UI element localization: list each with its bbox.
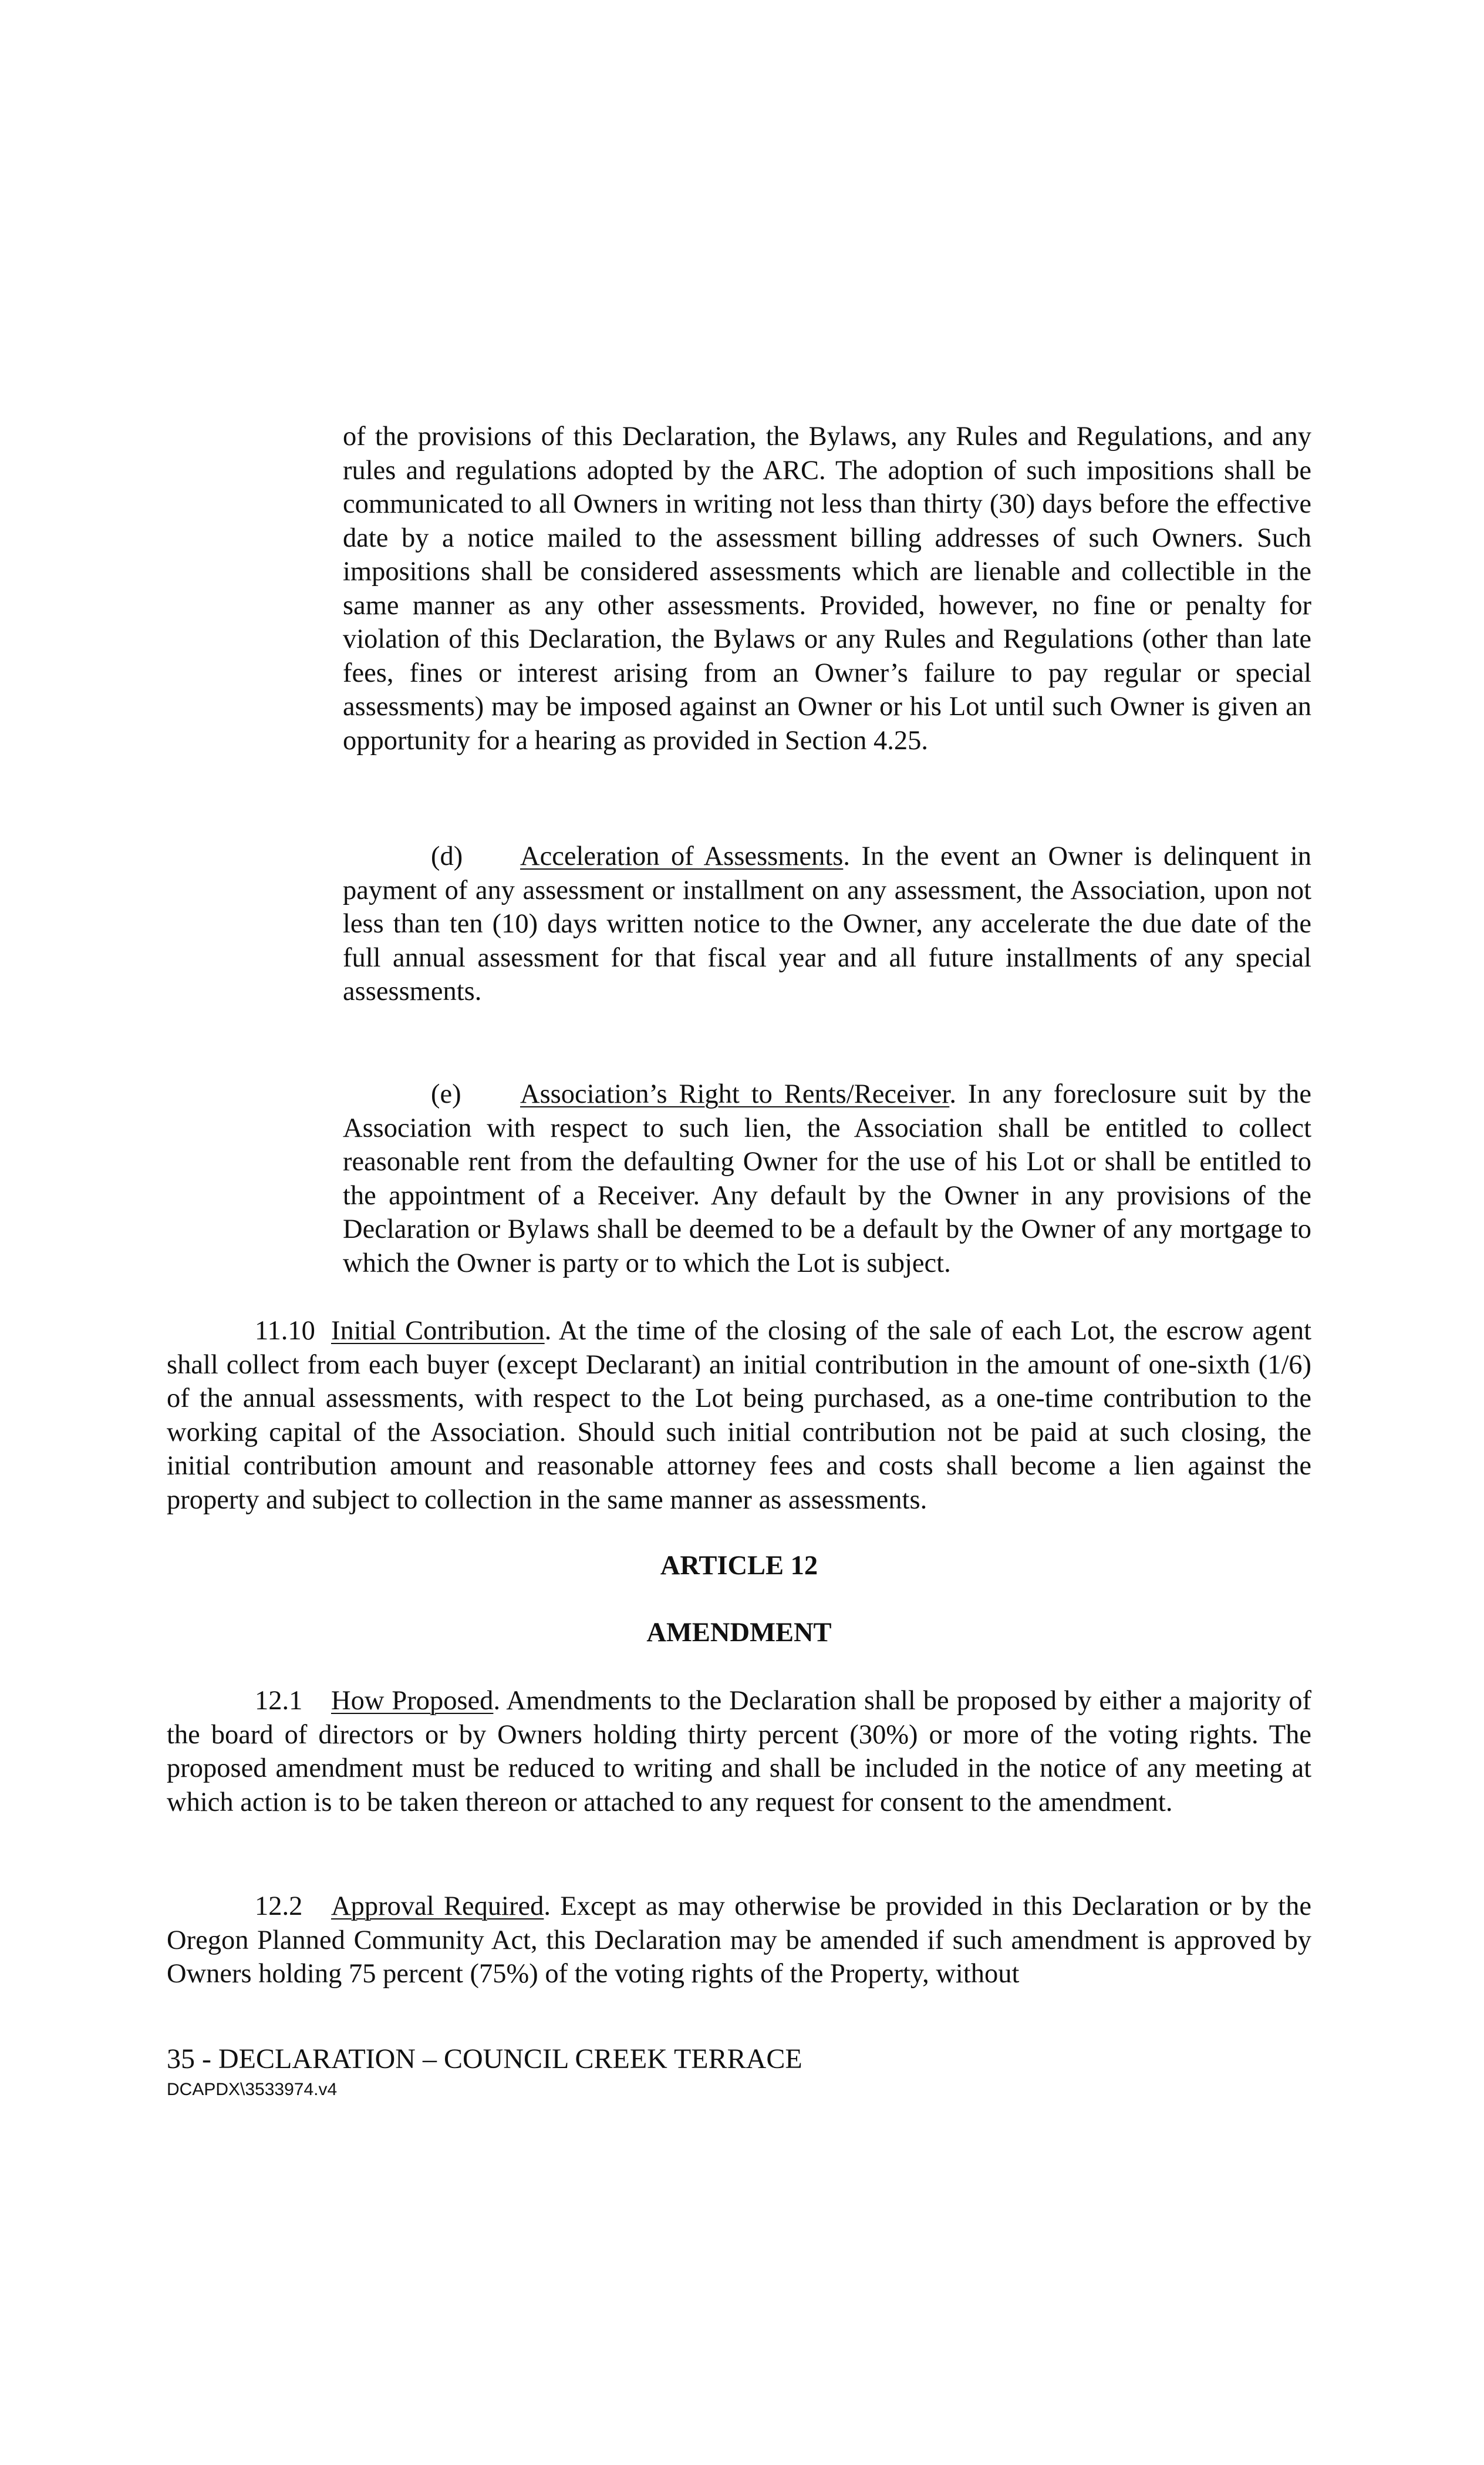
section-11-10-paragraph bbox=[167, 1314, 1311, 1517]
page-footer-title: 35 - DECLARATION – COUNCIL CREEK TERRACE bbox=[167, 2043, 802, 2075]
section-12-1-number: 12.1 bbox=[255, 1686, 303, 1716]
subsection-d-paragraph bbox=[343, 840, 1311, 1009]
section-12-1-title: How Proposed bbox=[331, 1686, 494, 1716]
continuation-paragraph bbox=[343, 420, 1311, 757]
subsection-d-title: Acceleration of Assessments bbox=[520, 841, 844, 871]
section-12-2-title: Approval Required bbox=[331, 1891, 544, 1921]
subsection-d-body: . In the event an Owner is delinquent in payment of any assessment or installment on any assessment, the Association, upon not less than ten (10) days written notice to the Owner, any accelerate the due date of the full annual assessment for that fiscal year and all future installments of any special assessments. bbox=[343, 841, 1311, 1006]
article-title-heading: AMENDMENT bbox=[646, 1618, 832, 1648]
section-12-2-paragraph bbox=[167, 1890, 1311, 1991]
subsection-e-title: Association’s Right to Rents/Receiver bbox=[520, 1079, 950, 1109]
subsection-d-number: (d) bbox=[431, 841, 463, 871]
subsection-e-paragraph bbox=[343, 1077, 1311, 1280]
section-11-10-body: . At the time of the closing of the sale of each Lot, the escrow agent shall collect from each buyer (except Declarant) an initial contribution in the amount of one-sixth (1/6) of the annual assessments, with respect to the Lot being purchased, as a one-time contribution to the working capital of the Association. Should such initial contribution not be paid at such closing, the initial contribution amount and reasonable attorney fees and costs shall become a lien against the property and subject to collection in the same manner as assessments. bbox=[167, 1316, 1311, 1515]
subsection-e-number: (e) bbox=[431, 1079, 461, 1109]
section-12-1-paragraph bbox=[167, 1684, 1311, 1819]
section-11-10-title: Initial Contribution bbox=[331, 1316, 545, 1346]
subsection-e-body: . In any foreclosure suit by the Association with respect to such lien, the Association shall be entitled to collect reasonable rent from the defaulting Owner for the use of his Lot or shall be entitled to the appointment of a Receiver. Any default by the Owner in any provisions of the Declaration or Bylaws shall be deemed to be a default by the Owner of any mortgage to which the Owner is party or to which the Lot is subject. bbox=[343, 1079, 1311, 1278]
section-11-10-number: 11.10 bbox=[255, 1316, 315, 1346]
section-12-2-body: . Except as may otherwise be provided in this Declaration or by the Oregon Planned Community Act, this Declaration may be amended if such amendment is approved by Owners holding 75 percent (75%) of the voting rights of the Property, without bbox=[167, 1891, 1311, 1989]
continuation-text: of the provisions of this Declaration, the Bylaws, any Rules and Regulations, and any rules and regulations adopted by the ARC. The adoption of such impositions shall be communicated to all Owners in writing not less than thirty (30) days before the effective date by a notice mailed to the assessment billing addresses of such Owners. Such impositions shall be considered assessments which are lienable and collectible in the same manner as any other assessments. Provided, however, no fine or penalty for violation of this Declaration, the Bylaws or any Rules and Regulations (other than late fees, fines or interest arising from an Owner’s failure to pay regular or special assessments) may be imposed against an Owner or his Lot until such Owner is given an opportunity for a hearing as provided in Section 4.25. bbox=[343, 422, 1311, 756]
article-number-heading: ARTICLE 12 bbox=[660, 1551, 818, 1581]
document-id: DCAPDX\3533974.v4 bbox=[167, 2080, 338, 2099]
section-12-2-number: 12.2 bbox=[255, 1891, 303, 1921]
section-12-1-body: . Amendments to the Declaration shall be proposed by either a majority of the board of directors or by Owners holding thirty percent (30%) or more of the voting rights. The proposed amendment must be reduced to writing and shall be included in the notice of any meeting at which action is to be taken thereon or attached to any request for consent to the amendment. bbox=[167, 1686, 1311, 1817]
